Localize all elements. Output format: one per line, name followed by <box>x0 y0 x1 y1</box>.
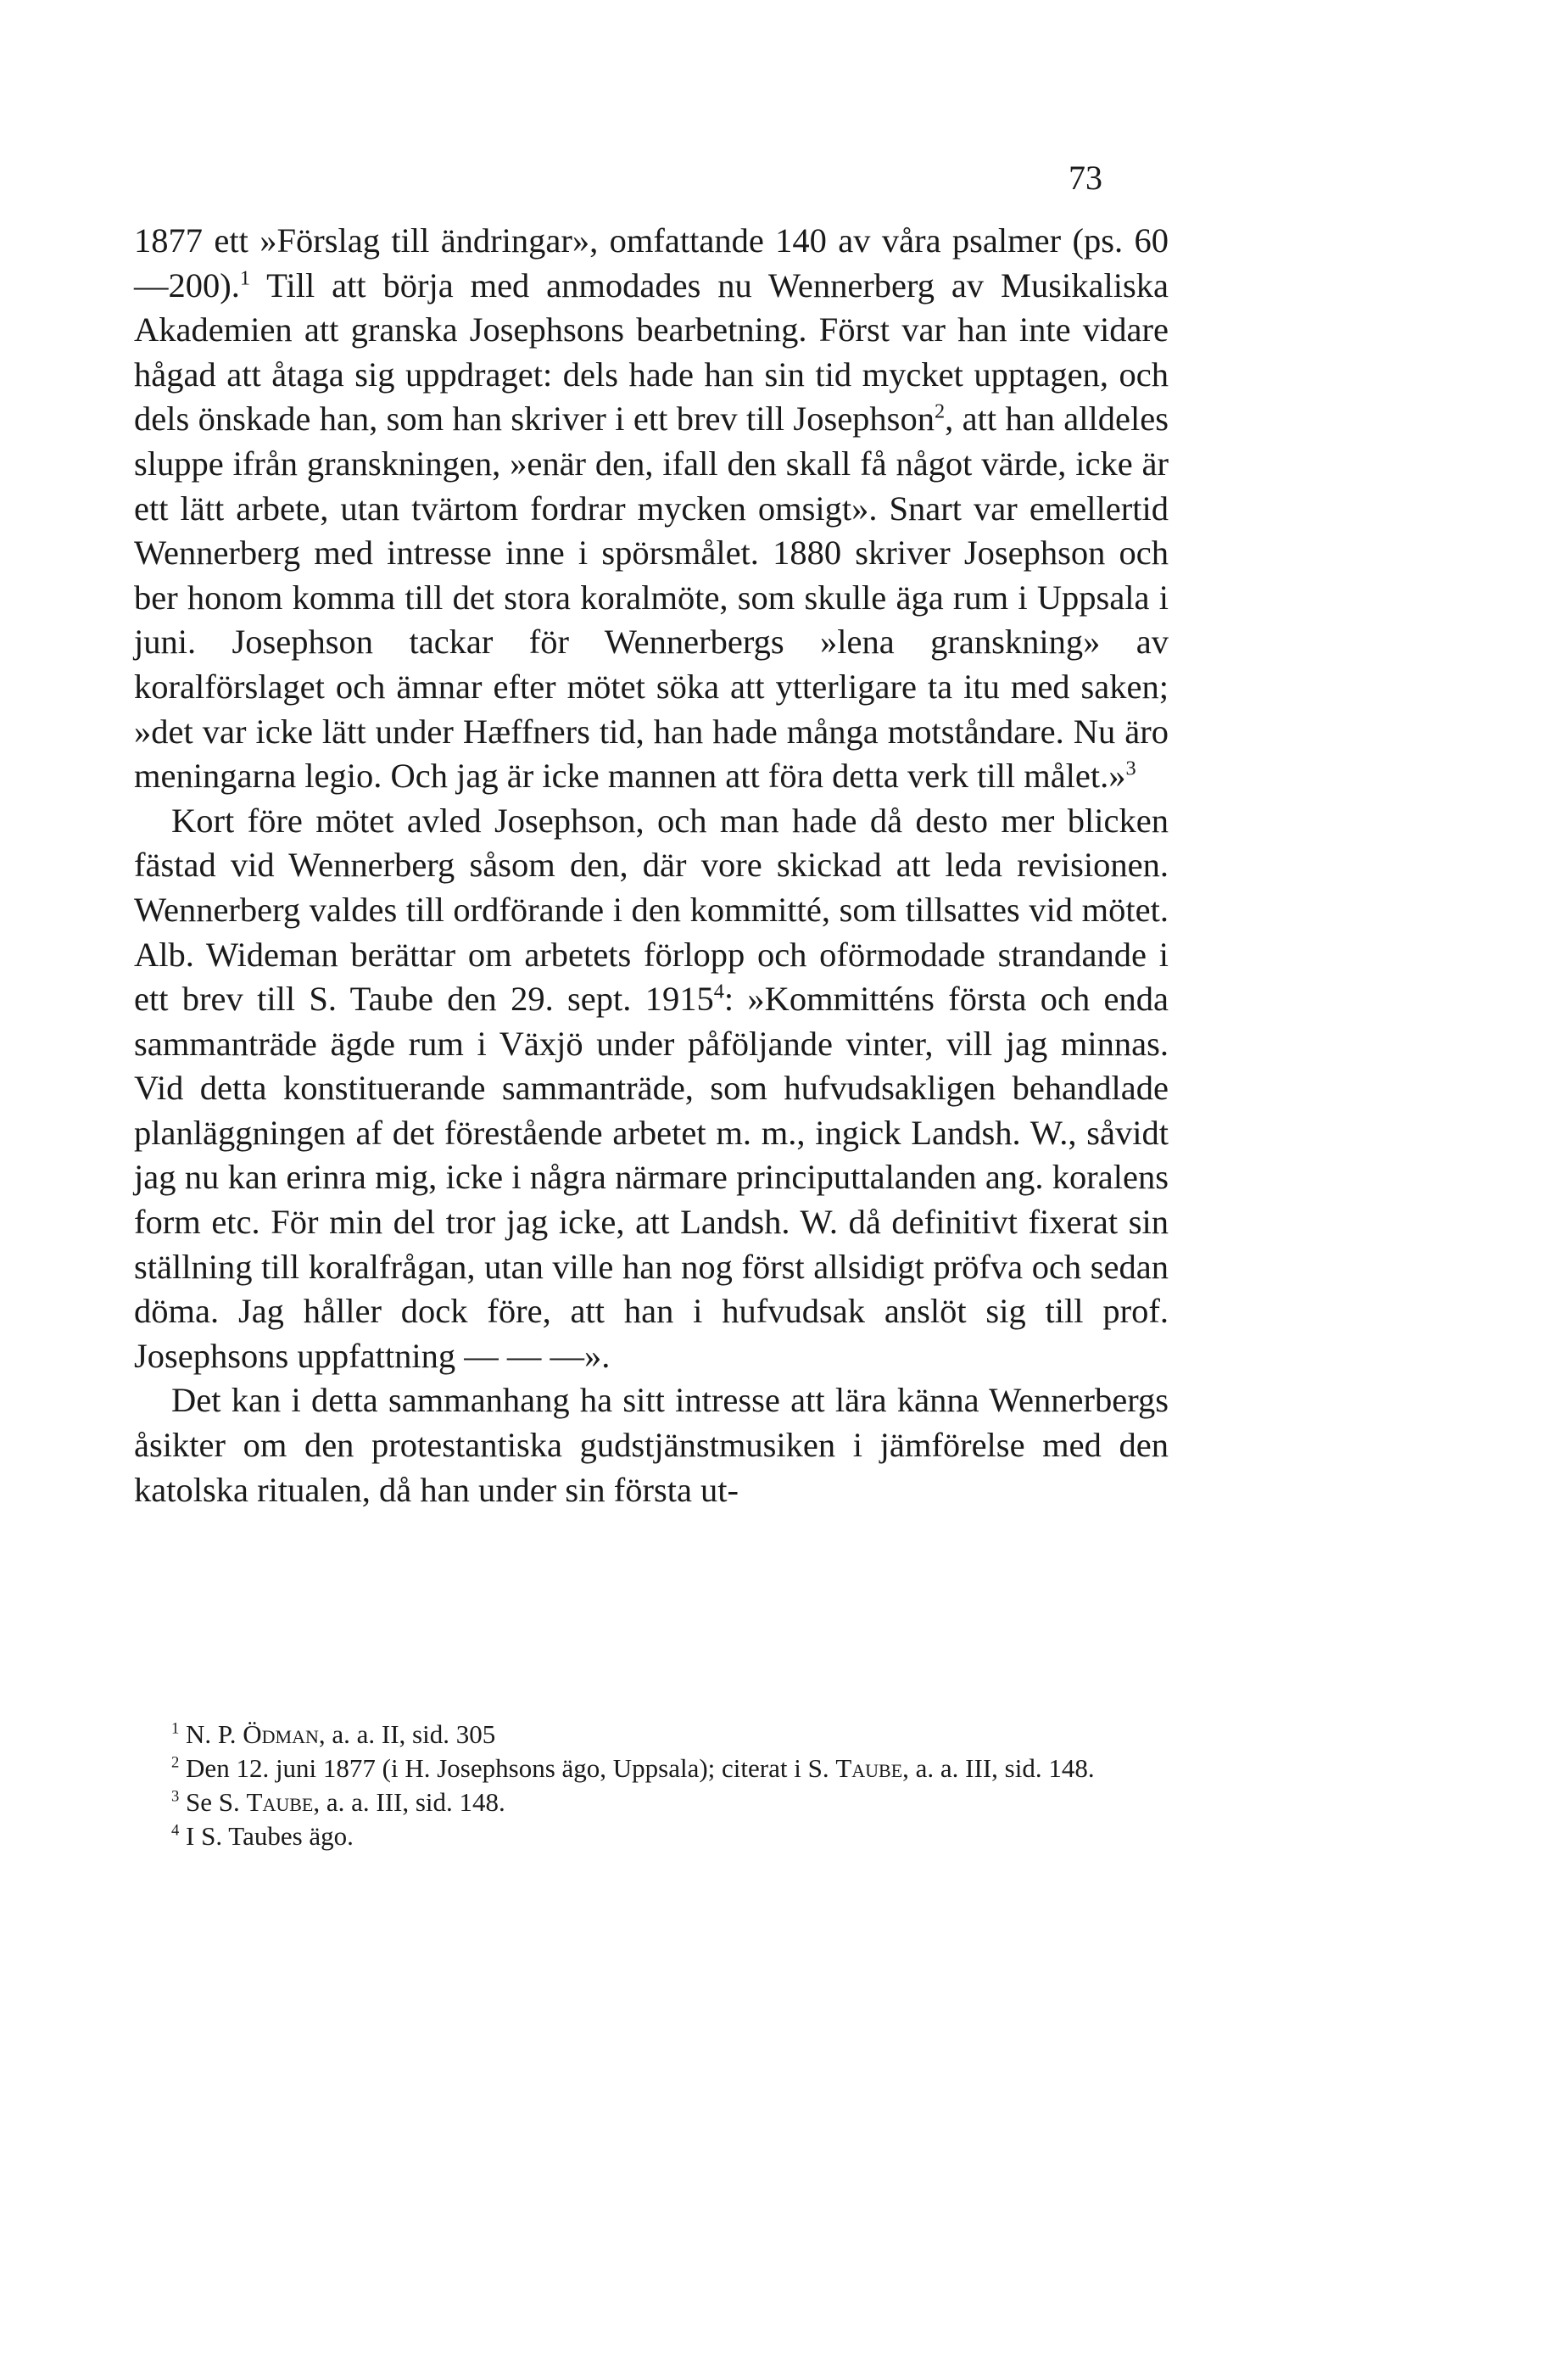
footnote-ref-3: 3 <box>1125 757 1136 780</box>
footnote-text: I S. Taubes ägo. <box>179 1821 354 1851</box>
footnote-author: Taube <box>246 1787 314 1817</box>
body-text <box>134 219 1169 1512</box>
page-number: 73 <box>1069 159 1102 197</box>
footnote-ref-2: 2 <box>934 400 946 423</box>
footnote-author: Ödman <box>243 1719 319 1749</box>
paragraph-1 <box>134 219 1169 799</box>
footnote-text: , a. a. III, sid. 148. <box>313 1787 505 1817</box>
text-segment: Till att börja med anmodades nu Wennerberg av Musikaliska Akademien att granska Josephsons bearbetning. Först var han inte vidare hågad att åtaga sig uppdraget: dels hade han sin tid mycket upptagen, och dels önskade han, som han skriver i ett brev till Josephson <box>134 265 1169 439</box>
footnote-ref-4: 4 <box>713 980 724 1003</box>
footnote-text: , a. a. III, sid. 148. <box>902 1753 1095 1783</box>
footnotes <box>134 1718 1169 1853</box>
footnote-1 <box>134 1718 1169 1752</box>
text-segment: , att han alldeles sluppe ifrån granskningen, »enär den, ifall den skall få något värde, icke är ett lätt arbete, utan tvärtom fordrar mycken omsigt». Snart var emellertid Wennerberg med intresse inne i spörsmålet. 1880 skriver Josephson och ber honom komma till det stora koralmöte, som skulle äga rum i Uppsala i juni. Josephson tackar för Wennerbergs »lena granskning» av koralförslaget och ämnar efter mötet söka att ytterligare ta itu med saken; »det var icke lätt under Hæffners tid, han hade många motståndare. Nu äro meningarna legio. Och jag är icke mannen att föra detta verk till målet.» <box>134 400 1169 796</box>
footnote-3 <box>134 1785 1169 1819</box>
footnote-mark: 1 <box>171 1719 180 1738</box>
paragraph-2 <box>134 799 1169 1379</box>
footnote-ref-1: 1 <box>239 266 251 290</box>
text-segment: Det kan i detta sammanhang ha sitt intresse att lära känna Wennerbergs åsikter om den protestantiska gudstjänstmusiken i jämförelse med den katolska ritualen, då han under sin första ut- <box>134 1381 1169 1509</box>
text-segment: 1877 ett »Förslag till ändringar», omfattande 140 av våra psalmer (ps. 60—200). <box>134 221 1169 305</box>
footnote-text: , a. a. II, sid. 305 <box>318 1719 496 1749</box>
text-segment: : »Kommitténs första och enda sammanträde ägde rum i Växjö under påföljande vinter, vill jag minnas. Vid detta konstituerande sammanträde, som hufvudsakligen behandlade planläggningen af det förestående arbetet m. m., ingick Landsh. W., såvidt jag nu kan erinra mig, icke i några närmare principuttalanden ang. koralens form etc. För min del tror jag icke, att Landsh. W. då definitivt fixerat sin ställning till koralfrågan, utan ville han nog först allsidigt pröfva och sedan döma. Jag håller dock före, att han i hufvudsak anslöt sig till prof. Josephsons uppfattning — — —». <box>134 980 1169 1375</box>
paragraph-3 <box>134 1378 1169 1512</box>
footnote-mark: 4 <box>171 1821 180 1840</box>
footnote-mark: 3 <box>171 1787 180 1806</box>
footnote-text: N. P. <box>179 1719 243 1749</box>
footnote-text: Se S. <box>179 1787 247 1817</box>
text-segment: Kort före mötet avled Josephson, och man hade då desto mer blicken fästad vid Wennerberg såsom den, där vore skickad att leda revisionen. Wennerberg valdes till ordförande i den kommitté, som tillsattes vid mötet. Alb. Wideman berättar om arbetets förlopp och oförmodade strandande i ett brev till S. Taube den 29. sept. 1915 <box>134 801 1169 1019</box>
footnote-text: Den 12. juni 1877 (i H. Josephsons ägo, Uppsala); citerat i S. <box>179 1753 836 1783</box>
footnote-4 <box>134 1819 1169 1853</box>
footnote-mark: 2 <box>171 1753 180 1772</box>
footnote-2 <box>134 1752 1169 1785</box>
footnote-author: Taube <box>835 1753 903 1783</box>
